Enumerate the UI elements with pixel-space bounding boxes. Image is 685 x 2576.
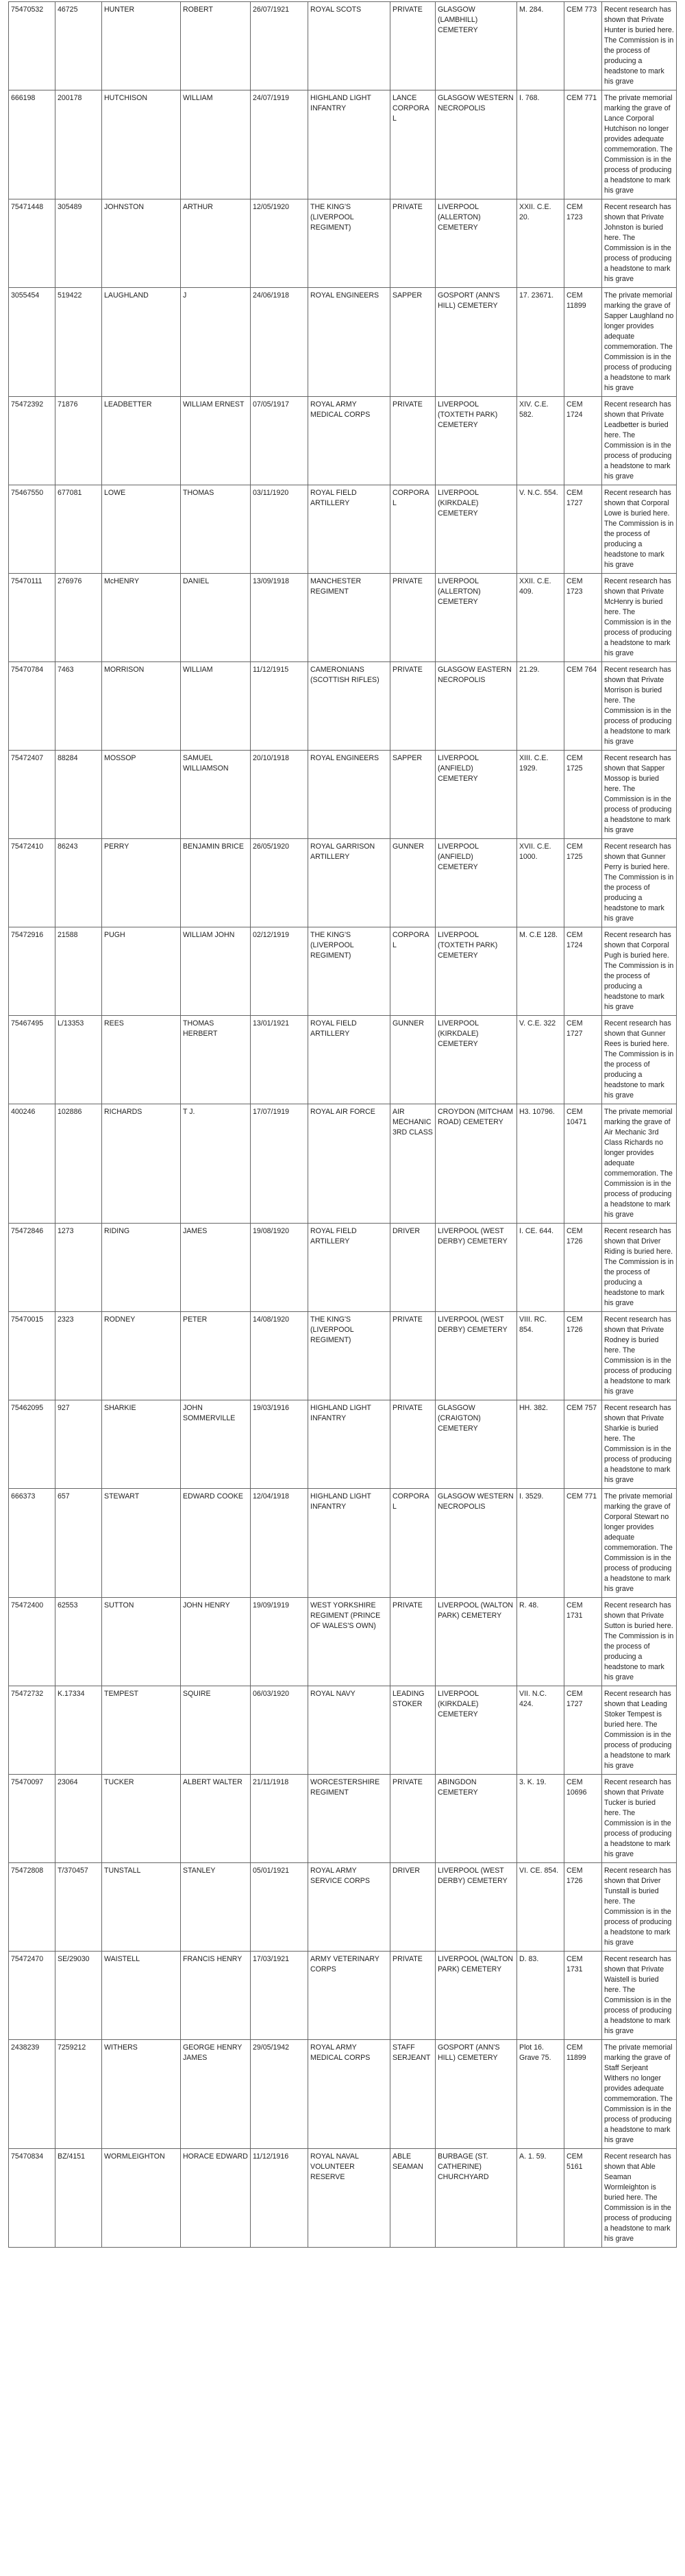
cell-regiment: ROYAL AIR FORCE <box>308 1104 390 1224</box>
cell-cem-code: CEM 1724 <box>564 927 602 1016</box>
cell-cemetery: GLASGOW WESTERN NECROPOLIS <box>436 1489 517 1598</box>
cell-service-number: 927 <box>55 1400 102 1489</box>
cell-surname: TUCKER <box>102 1775 181 1863</box>
cell-regiment: THE KING'S (LIVERPOOL REGIMENT) <box>308 199 390 288</box>
cell-forename: T J. <box>181 1104 251 1224</box>
cell-commemoration-note: Recent research has shown that Driver Riding is buried here. The Commission is in the process of producing a headstone to mark his grave <box>602 1224 677 1312</box>
cell-record-id: 75470111 <box>9 574 55 662</box>
cell-cemetery: GLASGOW (LAMBHILL) CEMETERY <box>436 2 517 90</box>
cell-forename: BENJAMIN BRICE <box>181 839 251 927</box>
cell-record-id: 75472407 <box>9 751 55 839</box>
cell-record-id: 75472732 <box>9 1686 55 1775</box>
cell-surname: HUNTER <box>102 2 181 90</box>
cell-service-number: 21588 <box>55 927 102 1016</box>
cell-cem-code: CEM 11899 <box>564 2040 602 2149</box>
cell-rank: CORPORAL <box>390 927 436 1016</box>
cell-grave-ref: H3. 10796. <box>517 1104 564 1224</box>
cell-regiment: HIGHLAND LIGHT INFANTRY <box>308 1400 390 1489</box>
cell-regiment: THE KING'S (LIVERPOOL REGIMENT) <box>308 927 390 1016</box>
cell-record-id: 75467495 <box>9 1016 55 1104</box>
table-row <box>9 662 677 751</box>
cell-record-id: 75472470 <box>9 1952 55 2040</box>
cell-cemetery: ABINGDON CEMETERY <box>436 1775 517 1863</box>
table-row <box>9 1863 677 1952</box>
table-row <box>9 927 677 1016</box>
cell-commemoration-note: Recent research has shown that Corporal Pugh is buried here. The Commission is in the process of producing a headstone to mark his grave <box>602 927 677 1016</box>
records-table <box>8 1 677 2248</box>
cell-rank: PRIVATE <box>390 662 436 751</box>
cell-grave-ref: R. 48. <box>517 1598 564 1686</box>
cell-forename: ARTHUR <box>181 199 251 288</box>
cell-cem-code: CEM 11899 <box>564 288 602 397</box>
cell-regiment: ROYAL NAVAL VOLUNTEER RESERVE <box>308 2149 390 2248</box>
cell-surname: LEADBETTER <box>102 397 181 485</box>
table-row <box>9 1312 677 1400</box>
cell-rank: LEADING STOKER <box>390 1686 436 1775</box>
cell-rank: SAPPER <box>390 288 436 397</box>
cell-cem-code: CEM 1726 <box>564 1312 602 1400</box>
cell-forename: WILLIAM ERNEST <box>181 397 251 485</box>
cell-regiment: ROYAL FIELD ARTILLERY <box>308 1016 390 1104</box>
cell-forename: THOMAS <box>181 485 251 574</box>
cell-rank: PRIVATE <box>390 199 436 288</box>
cell-grave-ref: XVII. C.E. 1000. <box>517 839 564 927</box>
cell-service-number: 657 <box>55 1489 102 1598</box>
cell-service-number: BZ/4151 <box>55 2149 102 2248</box>
cell-cemetery: LIVERPOOL (ALLERTON) CEMETERY <box>436 574 517 662</box>
cell-surname: SUTTON <box>102 1598 181 1686</box>
cell-forename: STANLEY <box>181 1863 251 1952</box>
cell-cem-code: CEM 1731 <box>564 1598 602 1686</box>
cell-commemoration-note: Recent research has shown that Driver Tunstall is buried here. The Commission is in the process of producing a headstone to mark his grave <box>602 1863 677 1952</box>
cell-commemoration-note: Recent research has shown that Private McHenry is buried here. The Commission is in the process of producing a headstone to mark his grave <box>602 574 677 662</box>
cell-grave-ref: M. C.E 128. <box>517 927 564 1016</box>
table-row <box>9 397 677 485</box>
cell-date-of-death: 24/07/1919 <box>251 90 308 199</box>
cell-grave-ref: I. CE. 644. <box>517 1224 564 1312</box>
cell-cem-code: CEM 1727 <box>564 1686 602 1775</box>
cell-cemetery: LIVERPOOL (KIRKDALE) CEMETERY <box>436 1016 517 1104</box>
cell-surname: REES <box>102 1016 181 1104</box>
cell-rank: PRIVATE <box>390 574 436 662</box>
cell-cem-code: CEM 1723 <box>564 574 602 662</box>
cell-regiment: ROYAL ARMY SERVICE CORPS <box>308 1863 390 1952</box>
cell-date-of-death: 14/08/1920 <box>251 1312 308 1400</box>
cell-surname: TEMPEST <box>102 1686 181 1775</box>
cell-service-number: 46725 <box>55 2 102 90</box>
cell-cemetery: CROYDON (MITCHAM ROAD) CEMETERY <box>436 1104 517 1224</box>
table-row <box>9 1489 677 1598</box>
cell-service-number: K.17334 <box>55 1686 102 1775</box>
cell-surname: JOHNSTON <box>102 199 181 288</box>
cell-commemoration-note: Recent research has shown that Private Sutton is buried here. The Commission is in the process of producing a headstone to mark his grave <box>602 1598 677 1686</box>
cell-commemoration-note: Recent research has shown that Private Morrison is buried here. The Commission is in the process of producing a headstone to mark his grave <box>602 662 677 751</box>
cell-regiment: ROYAL SCOTS <box>308 2 390 90</box>
cell-regiment: ROYAL GARRISON ARTILLERY <box>308 839 390 927</box>
cell-cem-code: CEM 757 <box>564 1400 602 1489</box>
cell-record-id: 75470834 <box>9 2149 55 2248</box>
cell-forename: JOHN SOMMERVILLE <box>181 1400 251 1489</box>
table-row <box>9 1224 677 1312</box>
cell-cem-code: CEM 764 <box>564 662 602 751</box>
cell-grave-ref: M. 284. <box>517 2 564 90</box>
cell-date-of-death: 11/12/1916 <box>251 2149 308 2248</box>
cell-rank: DRIVER <box>390 1224 436 1312</box>
cell-regiment: HIGHLAND LIGHT INFANTRY <box>308 90 390 199</box>
cell-rank: GUNNER <box>390 1016 436 1104</box>
cell-cem-code: CEM 771 <box>564 1489 602 1598</box>
cell-regiment: ARMY VETERINARY CORPS <box>308 1952 390 2040</box>
cell-cem-code: CEM 1724 <box>564 397 602 485</box>
cell-grave-ref: 3. K. 19. <box>517 1775 564 1863</box>
cell-commemoration-note: Recent research has shown that Private Hunter is buried here. The Commission is in the process of producing a headstone to mark his grave <box>602 2 677 90</box>
cell-cemetery: LIVERPOOL (WALTON PARK) CEMETERY <box>436 1952 517 2040</box>
cell-rank: PRIVATE <box>390 1952 436 2040</box>
cell-service-number: L/13353 <box>55 1016 102 1104</box>
cell-surname: WAISTELL <box>102 1952 181 2040</box>
cell-commemoration-note: The private memorial marking the grave of Corporal Stewart no longer provides adequate commemoration. The Commission is in the process of producing a headstone to mark his grave <box>602 1489 677 1598</box>
cell-regiment: ROYAL FIELD ARTILLERY <box>308 1224 390 1312</box>
cell-surname: PERRY <box>102 839 181 927</box>
cell-grave-ref: XIII. C.E. 1929. <box>517 751 564 839</box>
cell-forename: ALBERT WALTER <box>181 1775 251 1863</box>
cell-surname: LOWE <box>102 485 181 574</box>
cell-service-number: 200178 <box>55 90 102 199</box>
cell-commemoration-note: The private memorial marking the grave of Lance Corporal Hutchison no longer provides adequate commemoration. The Commission is in the process of producing a headstone to mark his grave <box>602 90 677 199</box>
cell-rank: PRIVATE <box>390 1400 436 1489</box>
cell-cemetery: GLASGOW WESTERN NECROPOLIS <box>436 90 517 199</box>
cell-record-id: 75472400 <box>9 1598 55 1686</box>
cell-surname: SHARKIE <box>102 1400 181 1489</box>
cell-grave-ref: VII. N.C. 424. <box>517 1686 564 1775</box>
cell-record-id: 75472410 <box>9 839 55 927</box>
cell-cem-code: CEM 10696 <box>564 1775 602 1863</box>
cell-forename: JAMES <box>181 1224 251 1312</box>
cell-cem-code: CEM 1727 <box>564 1016 602 1104</box>
cell-record-id: 75470532 <box>9 2 55 90</box>
cell-regiment: ROYAL ARMY MEDICAL CORPS <box>308 397 390 485</box>
cell-grave-ref: XXII. C.E. 20. <box>517 199 564 288</box>
cell-rank: ABLE SEAMAN <box>390 2149 436 2248</box>
cell-grave-ref: V. N.C. 554. <box>517 485 564 574</box>
cell-grave-ref: XIV. C.E. 582. <box>517 397 564 485</box>
cell-cemetery: GOSPORT (ANN'S HILL) CEMETERY <box>436 2040 517 2149</box>
cell-grave-ref: Plot 16. Grave 75. <box>517 2040 564 2149</box>
cell-forename: J <box>181 288 251 397</box>
cell-surname: WITHERS <box>102 2040 181 2149</box>
cell-grave-ref: 21.29. <box>517 662 564 751</box>
cell-commemoration-note: Recent research has shown that Private Leadbetter is buried here. The Commission is in the process of producing a headstone to mark his grave <box>602 397 677 485</box>
cell-service-number: T/370457 <box>55 1863 102 1952</box>
cell-record-id: 75471448 <box>9 199 55 288</box>
cell-surname: RICHARDS <box>102 1104 181 1224</box>
cell-forename: SAMUEL WILLIAMSON <box>181 751 251 839</box>
table-row <box>9 288 677 397</box>
cell-regiment: ROYAL ENGINEERS <box>308 288 390 397</box>
cell-regiment: HIGHLAND LIGHT INFANTRY <box>308 1489 390 1598</box>
cell-cem-code: CEM 1726 <box>564 1224 602 1312</box>
cell-cemetery: LIVERPOOL (WEST DERBY) CEMETERY <box>436 1312 517 1400</box>
cell-surname: LAUGHLAND <box>102 288 181 397</box>
cell-cem-code: CEM 1725 <box>564 751 602 839</box>
cell-forename: THOMAS HERBERT <box>181 1016 251 1104</box>
cell-date-of-death: 11/12/1915 <box>251 662 308 751</box>
cell-cemetery: LIVERPOOL (ANFIELD) CEMETERY <box>436 839 517 927</box>
cell-surname: McHENRY <box>102 574 181 662</box>
cell-cemetery: LIVERPOOL (WEST DERBY) CEMETERY <box>436 1224 517 1312</box>
cell-date-of-death: 24/06/1918 <box>251 288 308 397</box>
cell-date-of-death: 12/05/1920 <box>251 199 308 288</box>
cell-record-id: 75467550 <box>9 485 55 574</box>
table-row <box>9 2040 677 2149</box>
cell-record-id: 75472808 <box>9 1863 55 1952</box>
cell-cemetery: GLASGOW (CRAIGTON) CEMETERY <box>436 1400 517 1489</box>
cell-commemoration-note: The private memorial marking the grave of Sapper Laughland no longer provides adequate commemoration. The Commission is in the process of producing a headstone to mark his grave <box>602 288 677 397</box>
cell-record-id: 666198 <box>9 90 55 199</box>
cell-rank: AIR MECHANIC 3RD CLASS <box>390 1104 436 1224</box>
cell-rank: PRIVATE <box>390 1598 436 1686</box>
cell-commemoration-note: Recent research has shown that Able Seaman Wormleighton is buried here. The Commission is in the process of producing a headstone to mark his grave <box>602 2149 677 2248</box>
cell-date-of-death: 19/03/1916 <box>251 1400 308 1489</box>
cell-cemetery: LIVERPOOL (WEST DERBY) CEMETERY <box>436 1863 517 1952</box>
cell-commemoration-note: Recent research has shown that Gunner Perry is buried here. The Commission is in the process of producing a headstone to mark his grave <box>602 839 677 927</box>
cell-grave-ref: I. 3529. <box>517 1489 564 1598</box>
cell-rank: CORPORAL <box>390 1489 436 1598</box>
cell-service-number: 86243 <box>55 839 102 927</box>
cell-regiment: MANCHESTER REGIMENT <box>308 574 390 662</box>
cell-commemoration-note: Recent research has shown that Gunner Rees is buried here. The Commission is in the process of producing a headstone to mark his grave <box>602 1016 677 1104</box>
cell-record-id: 75472846 <box>9 1224 55 1312</box>
cell-forename: ROBERT <box>181 2 251 90</box>
cell-surname: STEWART <box>102 1489 181 1598</box>
cell-service-number: 2323 <box>55 1312 102 1400</box>
cell-cemetery: LIVERPOOL (KIRKDALE) CEMETERY <box>436 1686 517 1775</box>
cell-date-of-death: 13/09/1918 <box>251 574 308 662</box>
cell-date-of-death: 13/01/1921 <box>251 1016 308 1104</box>
table-row <box>9 839 677 927</box>
cell-record-id: 75470784 <box>9 662 55 751</box>
cell-forename: HORACE EDWARD <box>181 2149 251 2248</box>
table-row <box>9 199 677 288</box>
cell-rank: CORPORAL <box>390 485 436 574</box>
cell-date-of-death: 19/09/1919 <box>251 1598 308 1686</box>
cell-cem-code: CEM 1727 <box>564 485 602 574</box>
cell-commemoration-note: Recent research has shown that Private Sharkie is buried here. The Commission is in the process of producing a headstone to mark his grave <box>602 1400 677 1489</box>
cell-cem-code: CEM 1723 <box>564 199 602 288</box>
cell-service-number: 71876 <box>55 397 102 485</box>
cell-forename: SQUIRE <box>181 1686 251 1775</box>
table-row <box>9 1104 677 1224</box>
cell-cemetery: LIVERPOOL (TOXTETH PARK) CEMETERY <box>436 927 517 1016</box>
cell-service-number: 519422 <box>55 288 102 397</box>
cell-rank: PRIVATE <box>390 1312 436 1400</box>
cell-commemoration-note: Recent research has shown that Private Rodney is buried here. The Commission is in the process of producing a headstone to mark his grave <box>602 1312 677 1400</box>
cell-cemetery: LIVERPOOL (KIRKDALE) CEMETERY <box>436 485 517 574</box>
cell-rank: SAPPER <box>390 751 436 839</box>
cell-cem-code: CEM 10471 <box>564 1104 602 1224</box>
cell-surname: PUGH <box>102 927 181 1016</box>
cell-record-id: 3055454 <box>9 288 55 397</box>
cell-date-of-death: 17/07/1919 <box>251 1104 308 1224</box>
cell-cemetery: BURBAGE (ST. CATHERINE) CHURCHYARD <box>436 2149 517 2248</box>
cell-surname: RIDING <box>102 1224 181 1312</box>
cell-cemetery: LIVERPOOL (ANFIELD) CEMETERY <box>436 751 517 839</box>
cell-record-id: 75472916 <box>9 927 55 1016</box>
cell-record-id: 75470097 <box>9 1775 55 1863</box>
table-row <box>9 2149 677 2248</box>
cell-cemetery: GOSPORT (ANN'S HILL) CEMETERY <box>436 288 517 397</box>
cell-rank: GUNNER <box>390 839 436 927</box>
cell-service-number: 677081 <box>55 485 102 574</box>
cell-cem-code: CEM 1731 <box>564 1952 602 2040</box>
cell-record-id: 400246 <box>9 1104 55 1224</box>
cell-service-number: 305489 <box>55 199 102 288</box>
cell-date-of-death: 17/03/1921 <box>251 1952 308 2040</box>
cell-record-id: 666373 <box>9 1489 55 1598</box>
cell-forename: DANIEL <box>181 574 251 662</box>
cell-date-of-death: 02/12/1919 <box>251 927 308 1016</box>
cell-service-number: 1273 <box>55 1224 102 1312</box>
table-row <box>9 90 677 199</box>
table-row <box>9 574 677 662</box>
cell-forename: JOHN HENRY <box>181 1598 251 1686</box>
cell-grave-ref: V. C.E. 322 <box>517 1016 564 1104</box>
cell-cem-code: CEM 773 <box>564 2 602 90</box>
cell-date-of-death: 07/05/1917 <box>251 397 308 485</box>
cell-forename: WILLIAM JOHN <box>181 927 251 1016</box>
cell-forename: WILLIAM <box>181 90 251 199</box>
cell-cem-code: CEM 1726 <box>564 1863 602 1952</box>
cell-date-of-death: 12/04/1918 <box>251 1489 308 1598</box>
cell-date-of-death: 05/01/1921 <box>251 1863 308 1952</box>
cell-date-of-death: 26/07/1921 <box>251 2 308 90</box>
cell-date-of-death: 19/08/1920 <box>251 1224 308 1312</box>
cell-record-id: 75462095 <box>9 1400 55 1489</box>
cell-surname: HUTCHISON <box>102 90 181 199</box>
cell-commemoration-note: Recent research has shown that Sapper Mossop is buried here. The Commission is in the process of producing a headstone to mark his grave <box>602 751 677 839</box>
cell-regiment: WORCESTERSHIRE REGIMENT <box>308 1775 390 1863</box>
cell-rank: STAFF SERJEANT <box>390 2040 436 2149</box>
cell-surname: RODNEY <box>102 1312 181 1400</box>
cell-grave-ref: D. 83. <box>517 1952 564 2040</box>
cell-regiment: ROYAL ENGINEERS <box>308 751 390 839</box>
cell-cem-code: CEM 771 <box>564 90 602 199</box>
cell-service-number: 276976 <box>55 574 102 662</box>
cell-date-of-death: 21/11/1918 <box>251 1775 308 1863</box>
cell-commemoration-note: Recent research has shown that Private Johnston is buried here. The Commission is in the process of producing a headstone to mark his grave <box>602 199 677 288</box>
cell-rank: PRIVATE <box>390 397 436 485</box>
cell-commemoration-note: Recent research has shown that Leading Stoker Tempest is buried here. The Commission is in the process of producing a headstone to mark his grave <box>602 1686 677 1775</box>
table-row <box>9 1686 677 1775</box>
cell-grave-ref: A. 1. 59. <box>517 2149 564 2248</box>
cell-surname: WORMLEIGHTON <box>102 2149 181 2248</box>
table-row <box>9 1598 677 1686</box>
cell-regiment: WEST YORKSHIRE REGIMENT (PRINCE OF WALES'S OWN) <box>308 1598 390 1686</box>
cell-commemoration-note: Recent research has shown that Private Tucker is buried here. The Commission is in the process of producing a headstone to mark his grave <box>602 1775 677 1863</box>
cell-service-number: 23064 <box>55 1775 102 1863</box>
cell-service-number: 62553 <box>55 1598 102 1686</box>
cell-rank: PRIVATE <box>390 1775 436 1863</box>
cell-cemetery: GLASGOW EASTERN NECROPOLIS <box>436 662 517 751</box>
cell-cem-code: CEM 5161 <box>564 2149 602 2248</box>
cell-forename: PETER <box>181 1312 251 1400</box>
table-row <box>9 2 677 90</box>
cell-regiment: ROYAL NAVY <box>308 1686 390 1775</box>
cell-record-id: 75472392 <box>9 397 55 485</box>
cell-regiment: CAMERONIANS (SCOTTISH RIFLES) <box>308 662 390 751</box>
cell-service-number: 7259212 <box>55 2040 102 2149</box>
cell-service-number: SE/29030 <box>55 1952 102 2040</box>
cell-record-id: 75470015 <box>9 1312 55 1400</box>
cell-rank: LANCE CORPORAL <box>390 90 436 199</box>
cell-commemoration-note: Recent research has shown that Corporal Lowe is buried here. The Commission is in the process of producing a headstone to mark his grave <box>602 485 677 574</box>
cell-date-of-death: 06/03/1920 <box>251 1686 308 1775</box>
cell-commemoration-note: The private memorial marking the grave of Staff Serjeant Withers no longer provides adequate commemoration. The Commission is in the process of producing a headstone to mark his grave <box>602 2040 677 2149</box>
cell-date-of-death: 26/05/1920 <box>251 839 308 927</box>
cell-date-of-death: 03/11/1920 <box>251 485 308 574</box>
cell-surname: MOSSOP <box>102 751 181 839</box>
cell-grave-ref: VI. CE. 854. <box>517 1863 564 1952</box>
cell-grave-ref: I. 768. <box>517 90 564 199</box>
cell-commemoration-note: Recent research has shown that Private Waistell is buried here. The Commission is in the process of producing a headstone to mark his grave <box>602 1952 677 2040</box>
cell-forename: EDWARD COOKE <box>181 1489 251 1598</box>
cell-forename: GEORGE HENRY JAMES <box>181 2040 251 2149</box>
table-row <box>9 1400 677 1489</box>
cell-rank: PRIVATE <box>390 2 436 90</box>
table-row <box>9 485 677 574</box>
cell-date-of-death: 20/10/1918 <box>251 751 308 839</box>
cell-service-number: 7463 <box>55 662 102 751</box>
cell-service-number: 88284 <box>55 751 102 839</box>
cell-regiment: ROYAL ARMY MEDICAL CORPS <box>308 2040 390 2149</box>
cell-grave-ref: VIII. RC. 854. <box>517 1312 564 1400</box>
cell-forename: FRANCIS HENRY <box>181 1952 251 2040</box>
cell-surname: TUNSTALL <box>102 1863 181 1952</box>
cell-cemetery: LIVERPOOL (ALLERTON) CEMETERY <box>436 199 517 288</box>
table-row <box>9 1775 677 1863</box>
cell-date-of-death: 29/05/1942 <box>251 2040 308 2149</box>
cell-regiment: ROYAL FIELD ARTILLERY <box>308 485 390 574</box>
cell-grave-ref: XXII. C.E. 409. <box>517 574 564 662</box>
cell-cem-code: CEM 1725 <box>564 839 602 927</box>
cell-regiment: THE KING'S (LIVERPOOL REGIMENT) <box>308 1312 390 1400</box>
cell-service-number: 102886 <box>55 1104 102 1224</box>
cell-forename: WILLIAM <box>181 662 251 751</box>
cell-rank: DRIVER <box>390 1863 436 1952</box>
table-row <box>9 751 677 839</box>
cell-grave-ref: 17. 23671. <box>517 288 564 397</box>
cell-cemetery: LIVERPOOL (TOXTETH PARK) CEMETERY <box>436 397 517 485</box>
cell-grave-ref: HH. 382. <box>517 1400 564 1489</box>
cell-surname: MORRISON <box>102 662 181 751</box>
cell-cemetery: LIVERPOOL (WALTON PARK) CEMETERY <box>436 1598 517 1686</box>
table-row <box>9 1016 677 1104</box>
cell-record-id: 2438239 <box>9 2040 55 2149</box>
cell-commemoration-note: The private memorial marking the grave of Air Mechanic 3rd Class Richards no longer provides adequate commemoration. The Commission is in the process of producing a headstone to mark his grave <box>602 1104 677 1224</box>
table-row <box>9 1952 677 2040</box>
